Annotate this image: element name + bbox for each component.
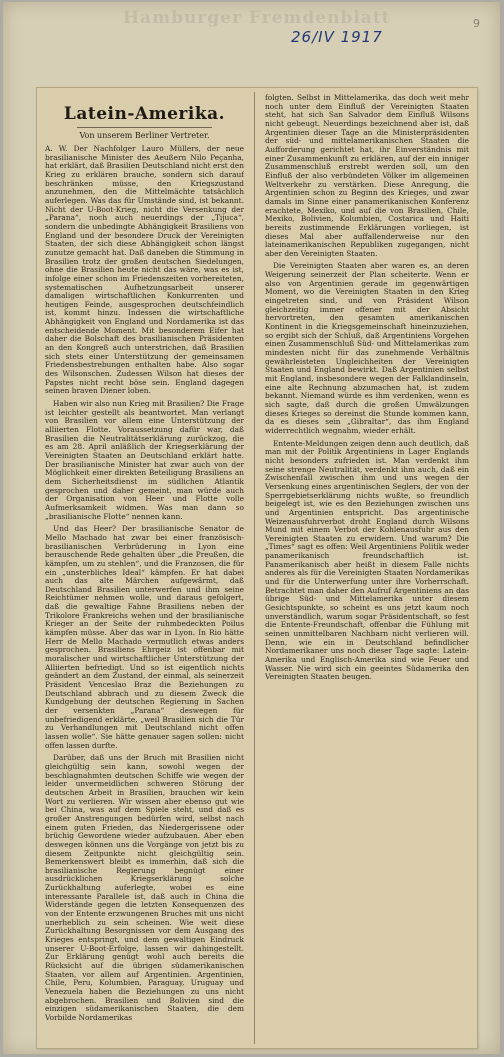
scan-sheet [3, 2, 500, 1054]
title-rule [77, 127, 212, 128]
column-divider [254, 92, 255, 1044]
paragraph: folgten. Selbst in Mittelamerika, das doch weit mehr noch unter dem Einfluß der Vereinigten Staaten steht, hat sich San Salvador dem Einfluß Wilsons nicht gebeugt. Neuerdings bezeichnend aber ist, daß Argentinien dieser Tage an die Ministerpräsidenten der süd- und mittelamerikanischen Staaten die Aufforderung gerichtet hat, ihr Einverständnis mit einer Zusammenkunft zu erklären, auf der ein inniger Zusammenschluß erstrebt werden soll, um den Einfluß der also verbündeten Völker im allgemeinen Weltverkehr zu verstärken. Diese Anregung, die Argentinien schon zu Beginn des Krieges, und zwar damals im Sinne einer panamerikanischen Konferenz erachtete, Mexiko, und auf die von Brasilien, Chile, Mexiko, Bolivien, Kolumbien, Costarica und Haiti bereits zustimmende Erklärungen vorliegen, ist dieses Mal aber auffallenderweise nur den lateinamerikanischen Republiken zugegangen, nicht aber den Vereinigten Staaten. [265, 93, 469, 258]
paragraph: Entente-Meldungen zeigen denn auch deutlich, daß man mit der Politik Argentiniens in Lager Englands nicht besonders zufrieden ist. Man verdenkt ihm seine strenge Neutralität, verdenkt ihm auch, daß ein Zwischenfall zwischen ihm und uns wegen der Versenkung eines argentinischen Seglers, der von der Sperrgebietserklärung nichts wußte, so freundlich beigelegt ist, wie es den Beziehungen zwischen uns und Argentinien entspricht. Das argentinische Weizenausfuhrverbot droht England durch Wilsons Mund mit einem Verbot der Kohlenausfuhr aus den Vereinigten Staaten zu erwidern. Und warum? Die „Times“ sagt es offen: Weil Argentiniens Politik weder panamerikanisch freundschaftlich ist. Panamerikanisch aber heißt in diesem Falle nichts anderes als für die Vereinigten Staaten Nordamerikas und für die Unterwerfung unter ihre Vorherrschaft. Betrachtet man daher den Aufruf Argentiniens an das übrige Süd- und Mittelamerika unter diesem Gesichtspunkte, so scheint es uns jetzt kaum noch unverständlich, warum sogar Präsidentschaft, so fest die Entente-Freundschaft, offenbar die Fühlung mit seinen unmittelbaren Nachbarn nicht verlieren will. Denn, wie ein in Deutschland befindlicher Nordamerikaner uns noch dieser Tage sagte: Latein-Amerika und Englisch-Amerika sind wie Feuer und Wasser. Nie wird sich ein geeintes Südamerika den Vereinigten Staaten beugen. [265, 438, 469, 682]
paragraph: A. W. Der Nachfolger Lauro Müllers, der neue brasilianische Minister des Aeußern Nilo Peçanha, hat erklärt, daß Brasilien Deutschland nicht erst den Krieg zu erklären brauche, sondern sich darauf beschränken müsse, den Kriegszustand anzunehmen, den die Mittelmächte tatsächlich auferlegen. Was das für Umstände sind, ist bekannt. Nicht der U-Boot-Krieg, nicht die Versenkung der „Parana“, noch auch neuerdings der „Tijuca“, sondern die unbedingte Abhängigkeit Brasiliens von England und der besondere Druck der Vereinigten Staaten, der sich diese Abhängigkeit schon längst zunutze gemacht hat. Daß daneben die Stimmung in Brasilien trotz der großen deutschen Siedelungen, ohne die Brasilien heute nicht das wäre, was es ist, infolge einer schon im Friedenszeiten vorbereiteten, systematischen Aufhetzungsarbeit unserer damaligen wirtschaftlichen Konkurrenten und heutigen Feinde, ausgesprochen deutschfeindlich ist, kommt hinzu. Indessen die wirtschaftliche Abhängigkeit von England und Nordamerika ist das entscheidende Moment. Mit besonderem Eifer hat daher die Bolschaft des brasilianischen Präsidenten an den Kongreß auch unterstrichen, daß Brasilien sich stets einer Unterstützung der gemeinsamen Friedensbestrebungen enthalten habe. Also sogar des Wilsonschen. Zudessen Wilson hat dieses der Papstes nicht recht böse sein. England dagegen seinen braven Diener loben. [45, 144, 244, 396]
newspaper-clipping [37, 88, 477, 1048]
page-number: 9 [473, 17, 480, 30]
article-title: Latein-Amerika. [63, 104, 226, 124]
paragraph: Haben wir also nun Krieg mit Brasilien? Die Frage ist leichter gestellt als beantwortet. Man verlangt von Brasilien vor allem eine Unterstützung der alliierten Flotte. Voraussetzung dafür war, daß Brasilien die Neutralitätserklärung zurückzog, die es am 28. April anläßlich der Kriegserklärung der Vereinigten Staaten an Deutschland erklärt hatte. Der brasilianische Minister hat zwar auch von der Möglichkeit einer direkten Beteiligung Brasiliens an dem Sicherheitsdienst im südlichen Atlantik gesprochen und daher gemeint, man würde auch der Organisation von Heer und Flotte volle Aufmerksamkeit widmen. Was man dann so „brasilianische Flotte“ nennen kann. [45, 399, 244, 521]
paragraph: Darüber, daß uns der Bruch mit Brasilien nicht gleichgültig sein kann, sowohl wegen der beschlagnahmten deutschen Schiffe wie wegen der leider unvermeidlichen schweren Störung der deutschen Arbeit in Brasilien, brauchen wir kein Wort zu verlieren. Wir wissen aber ebenso gut wie bei China, was auf dem Spiele steht, und daß es großer Anstrengungen bedürfen wird, selbst nach einem guten Frieden, das Niedergerissene oder brüchig Gewordene wieder aufzubauen. Aber eben deswegen können uns die Vorgänge von jetzt bis zu diesem Zeitpunkte nicht gleichgültig sein. Bemerkenswert bleibt es immerhin, daß sich die brasilianische Regierung begnügt einer ausdrücklichen Kriegserklärung solche Zurückhaltung auferlegte, wobei es eine interessante Parallele ist, daß auch in China die Widerstände gegen die letzten Konsequenzen des von der Entente erzwungenen Bruches mit uns nicht unerheblich zu sein scheinen. Wie weit diese Zurückhaltung Besorgnissen vor dem Ausgang des Krieges entspringt, und dem gewaltigen Eindruck unserer U-Boot-Erfolge, lassen wir dahingestellt. Zur Erklärung genügt wohl auch bereits die Rücksicht auf die übrigen südamerikanischen Staaten, vor allem auf Argentinien. Argentinien, Chile, Peru, Kolumbien, Paraguay, Uruguay und Venezuela haben die Beziehungen zu uns nicht abgebrochen. Brasilien und Bolivien sind die einzigen südamerikanischen Staaten, die dem Vorbilde Nordamerikas [45, 753, 244, 1022]
paragraph: Die Vereinigten Staaten aber waren es, an deren Weigerung seinerzeit der Plan scheiterte. Wenn er also von Argentinien gerade im gegenwärtigen Moment, wo die Vereinigten Staaten in den Krieg eingetreten sind, und von Präsident Wilson gleichzeitig immer offener mit der Absicht hervortreten, den gesamten amerikanischen Kontinent in die Kriegsgemeinschaft hineinzuziehen, so ergibt sich der Schluß, daß Argentiniens Vorgehen einen Zusammenschluß Süd- und Mittelamerikas zum mindesten nicht für das zunehmende Verhältnis gewährleisteten Ungleichheiten der Vereinigten Staaten und England bewirkt. Daß Argentinien selbst mit England, insbesondere wegen der Falklandinseln, eine alte Rechnung abzumachen hat, ist zudem bekannt. Niemand würde es ihm verdenken, wenn es sich sagte, daß durch die großen Umwälzungen dieses Krieges so dereinst die Stunde kommen kann, da es dieses sein „Gibraltar“, das ihm England widerrechtlich wegnahm, wieder erhält. [265, 261, 469, 435]
paragraph: Und das Heer? Der brasilianische Senator de Mello Machado hat zwar bei einer französisch-brasilianischen Verbrüderung in Lyon eine berauschende Rede gehalten über „die Preußen, die kämpfen, um zu stehlen“, und die Franzosen, die für ein „unsterbliches Ideal“ kämpfen. Er hat dabei auch das alte Märchen aufgewärmt, daß Deutschland Brasilien unterwerfen und ihm seine Reichtümer nehmen wolle, und daraus gefolgert, daß die gewaltige Fahne Brasiliens neben der Trikolore Frankreichs wehen und der brasilianische Krieger an der Seite der ruhmbedeckten Poilus kämpfen müsse. Aber das war in Lyon. In Rio hätte Herr de Mello Machado vermutlich etwas anders gesprochen. Brasiliens Ehrgeiz ist offenbar mit moralischer und wirtschaftlicher Unterstützung der Alliierten befriedigt. Und so ist eigentlich nichts geändert an dem Zustand, der einmal, als seinerzeit Präsident Venceslao Braz die Beziehungen zu Deutschland abbrach und zu diesem Zweck die Kundgebung der deutschen Regierung in Sachen der versenkten „Parana“ deswegen für unbefriedigend erklärte, „weil Brasilien sich die Tür zu Verhandlungen mit Deutschland nicht offen lassen wolle“. Sie hätte genauer sagen sollen: nicht offen lassen durfte. [45, 524, 244, 750]
article-byline: Von unserem Berliner Vertreter. [79, 131, 210, 140]
right-column [265, 88, 469, 1048]
newspaper-masthead: Hamburger Fremdenblatt [123, 8, 391, 28]
handwritten-date: 26/IV 1917 [291, 28, 383, 46]
left-column [45, 88, 244, 1048]
